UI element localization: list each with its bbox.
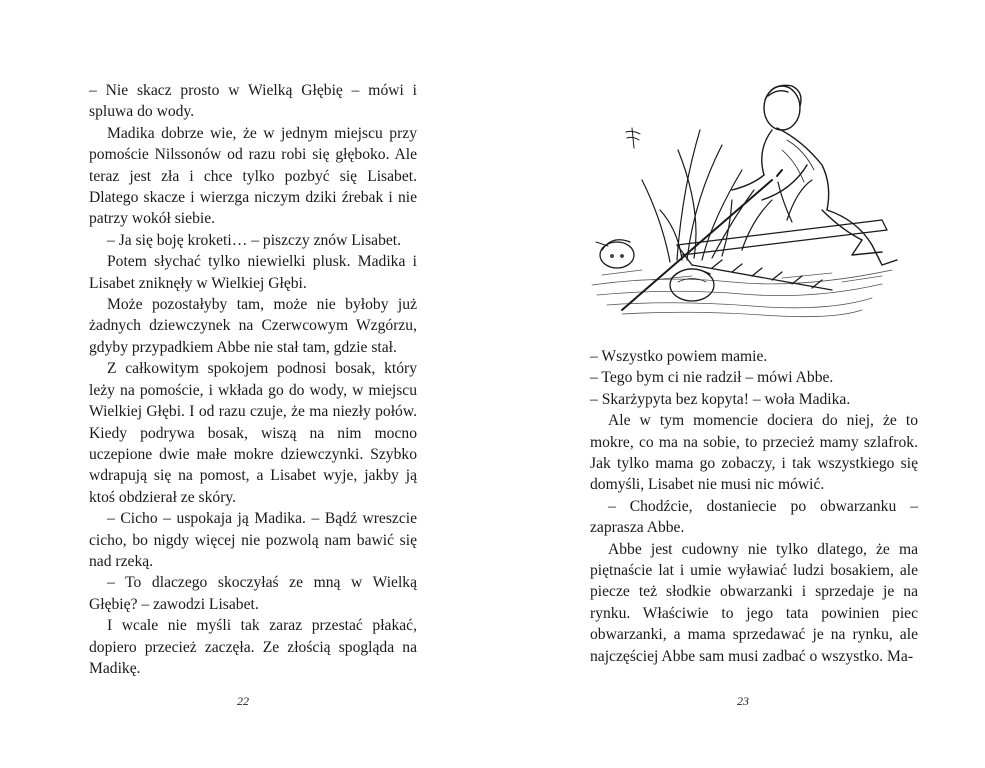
right-page-text — [590, 346, 918, 667]
paragraph: – Ja się boję kroketi… – piszczy znów Lisabet. — [107, 231, 402, 249]
left-page-text — [89, 80, 417, 679]
paragraph: Może pozostałyby tam, może nie byłoby już żadnych dziewczynek na Czerwcowym Wzgórzu, gdyby przypadkiem Abbe nie stał tam, gdzie stał. — [89, 296, 417, 356]
left-page — [0, 0, 492, 768]
paragraph: I wcale nie myśli tak zaraz przestać płakać, dopiero przecież zaczęła. Ze złością spogląda na Madikę. — [89, 617, 417, 677]
paragraph: – Tego bym ci nie radził – mówi Abbe. — [590, 369, 834, 387]
pen-ink-drawing-boy-with-boathook-icon — [582, 70, 902, 320]
paragraph: Madika dobrze wie, że w jednym miejscu przy pomoście Nilssonów od razu robi się głęboko. Ale teraz jest zła i chce tylko pozbyć się Lisabet. Dlatego skacze i wierzga niczym dziki źrebak i nie patrzy wokół siebie. — [89, 124, 417, 228]
paragraph: – Wszystko powiem mamie. — [590, 348, 768, 365]
page-number: 23 — [737, 694, 749, 708]
paragraph: – Nie skacz prosto w Wielką Głębię – mówi i spluwa do wody. — [89, 82, 417, 121]
paragraph: Abbe jest cudowny nie tylko dlatego, że ma piętnaście lat i umie wyławiać ludzi bosakiem, ale piecze też słodkie obwarzanki i sprzedaje je na rynku. Właściwie to jego tata powinien piec obwarzanki, a mama sprzedawać je na rynku, ale najczęściej Abbe sam musi zadbać o wszystko. Ma- — [590, 540, 918, 665]
paragraph: – Cicho – uspokaja ją Madika. – Bądź wreszcie cicho, bo nigdy więcej nie pozwolą nam bawić się nad rzeką. — [89, 510, 417, 570]
paragraph: Z całkowitym spokojem podnosi bosak, który leży na pomoście, i wkłada go do wody, w miejscu Wielkiej Głębi. I od razu czuje, że ma niezły połów. Kiedy podrywa bosak, wiszą na nim mocno uczepione dwie małe mokre dziewczynki. Szybko wdrapują się na pomost, a Lisabet wyje, jakby ją ktoś obdzierał ze skóry. — [89, 360, 417, 506]
paragraph: Potem słychać tylko niewielki plusk. Madika i Lisabet zniknęły w Wielkiej Głębi. — [89, 253, 417, 292]
page-number: 22 — [237, 694, 249, 708]
paragraph: – Skarżypyta bez kopyta! – woła Madika. — [590, 390, 851, 408]
paragraph: – Chodźcie, dostaniecie po obwarzanku – zaprasza Abbe. — [590, 497, 918, 537]
paragraph: – To dlaczego skoczyłaś ze mną w Wielką Głębię? – zawodzi Lisabet. — [89, 574, 417, 613]
paragraph: Ale w tym momencie dociera do niej, że to mokre, co ma na sobie, to przecież mamy szlafrok. Jak tylko mama go zobaczy, i tak wszystkiego się domyśli, Lisabet nie musi nic mówić. — [590, 412, 918, 494]
